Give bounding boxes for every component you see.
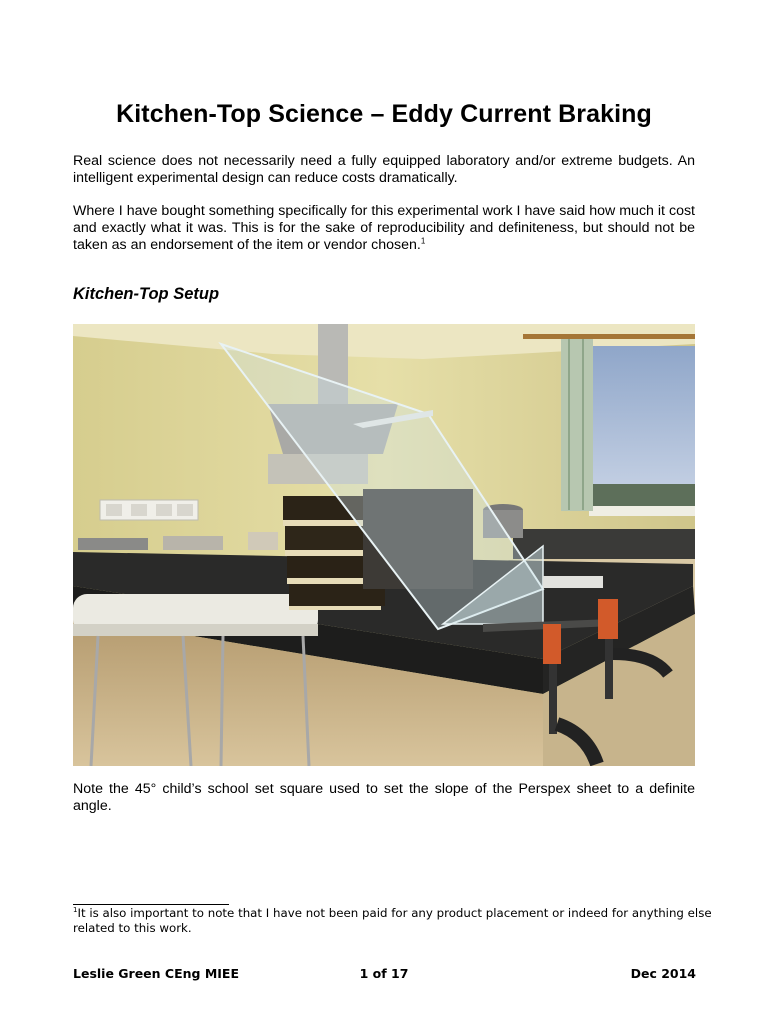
footnote-reference[interactable]: 1 bbox=[420, 235, 426, 245]
footer-date: Dec 2014 bbox=[630, 966, 696, 981]
intro-paragraph: Real science does not necessarily need a fully equipped laboratory and/or extreme budgets. An intelligent experimental design can reduce costs dramatically. bbox=[73, 153, 695, 186]
page-title: Kitchen-Top Science – Eddy Current Braking bbox=[116, 100, 652, 128]
footnote bbox=[73, 906, 713, 936]
footnote-divider bbox=[73, 904, 229, 905]
photo-caption: Note the 45° child’s school set square used to set the slope of the Perspex sheet to a definite angle. bbox=[73, 781, 695, 814]
purchase-paragraph bbox=[73, 203, 695, 253]
kitchen-setup-photo bbox=[73, 324, 695, 766]
purchase-paragraph-text: Where I have bought something specifically for this experimental work I have said how much it cost and exactly what it was. This is for the sake of reproducibility and definiteness, but should not be taken as an endorsement of the item or vendor chosen. bbox=[73, 203, 695, 253]
footnote-text: It is also important to note that I have not been paid for any product placement or indeed for anything else related to this work. bbox=[73, 906, 712, 935]
footer-page-number: 1 of 17 bbox=[359, 966, 409, 981]
footer-author: Leslie Green CEng MIEE bbox=[73, 966, 239, 981]
section-heading: Kitchen-Top Setup bbox=[73, 285, 220, 303]
footnote-marker: 1 bbox=[73, 906, 78, 915]
